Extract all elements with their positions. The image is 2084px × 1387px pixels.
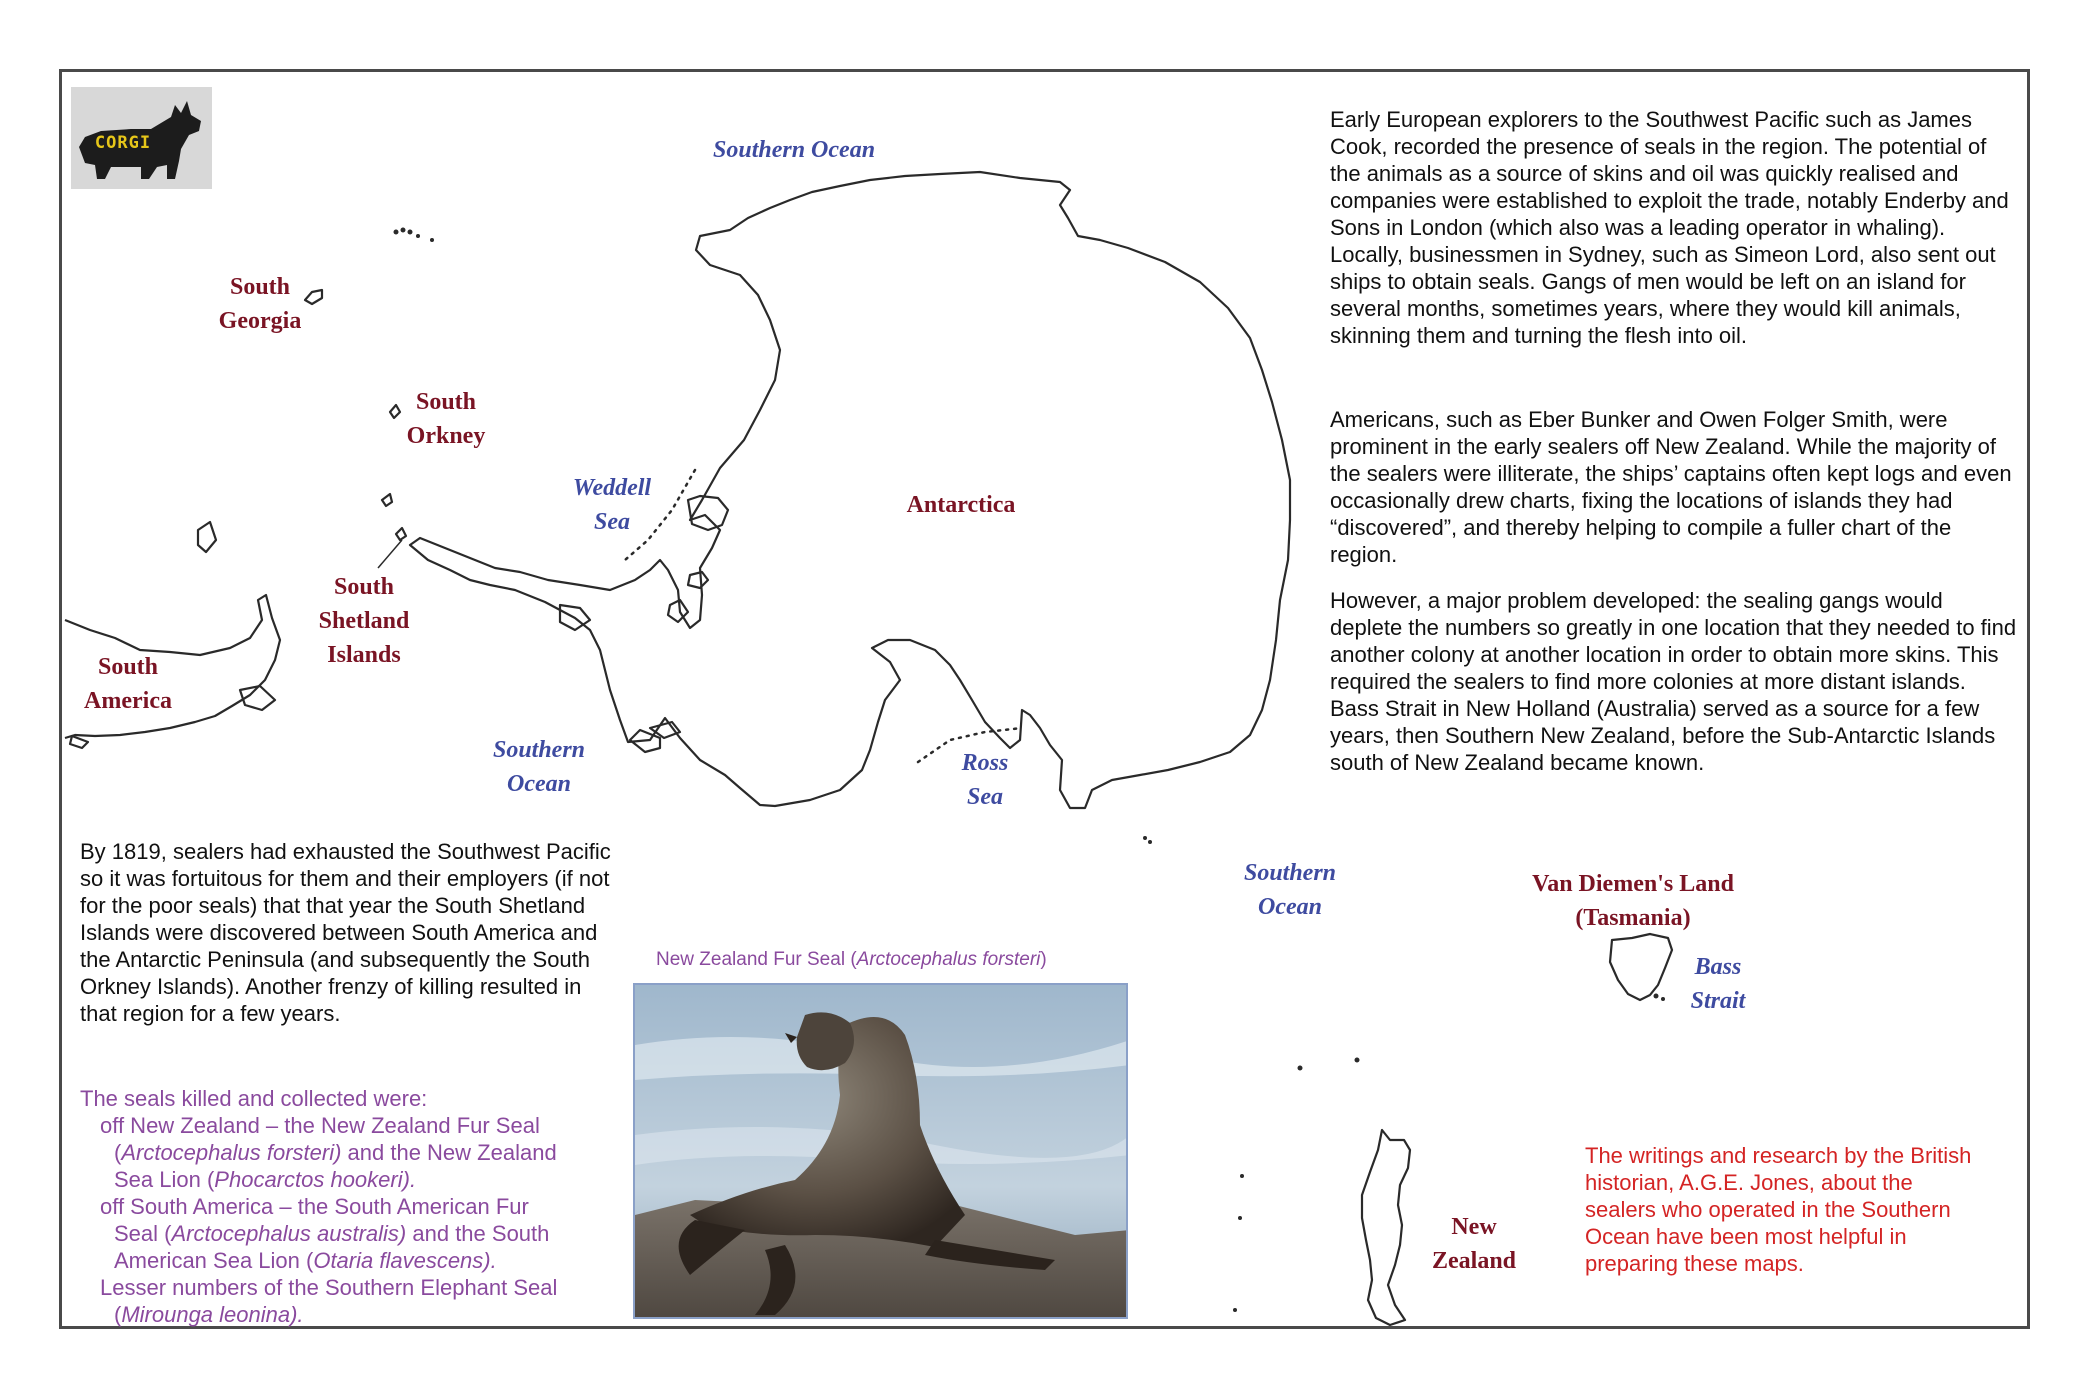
label-southern-ocean-left: Southern Ocean [492,737,586,797]
label-southern-ocean-right: Southern Ocean [1243,860,1337,920]
label-weddell-sea: Weddell Sea [572,475,652,535]
new-zealand-coastline [1362,1130,1410,1325]
tasmania-coastline [1610,934,1672,1000]
seal-list-item-south-america: off South America – the South American Fur Seal (Arctocephalus australis) and the South American Sea Lion (Otaria flavescens). [100,1194,550,1273]
corgi-logo [71,87,212,189]
fur-seal-photo [633,983,1128,1319]
label-south-georgia: South Georgia [218,274,302,334]
label-south-shetland-islands: South Shetland Islands [318,574,410,668]
photo-caption: New Zealand Fur Seal (Arctocephalus forsteri) [656,949,1047,970]
label-ross-sea: Ross Sea [961,750,1009,810]
logo-text: CORGI [94,133,152,153]
south-shetland-coastline [382,494,392,506]
seal-illustration [635,985,1128,1319]
label-south-orkney: South Orkney [406,389,486,449]
paragraph-early-explorers: Early European explorers to the Southwest Pacific such as James Cook, recorded the presence of seals in the region. The potential of the animals as a source of skins and oil was quickly realised and companies were established to exploit the trade, notably Enderby and Sons in London (which also was a leading operator in whaling). Locally, businessmen in Sydney, such as Simeon Lord, also sent out ships to obtain seals. Gangs of men would be left on an island for several months, sometimes years, where they would kill animals, skinning them and turning the flesh into oil. [1330,107,2009,348]
paragraph-americans: Americans, such as Eber Bunker and Owen Folger Smith, were prominent in the early sealers off New Zealand. While the majority of the sealers were illiterate, the ships’ captains often kept logs and even occasionally drew charts, fixing the locations of islands they had “discovered”, and thereby helping to compile a fuller chart of the region. [1330,407,2012,567]
label-bass-strait: Bass Strait [1690,954,1746,1014]
antarctica-coastline [410,172,1290,808]
paragraph-major-problem: However, a major problem developed: the sealing gangs would deplete the numbers so greatly in one location that they needed to find another colony at another location in order to obtain more skins. This required the sealers to find more colonies at more distant islands. Bass Strait in New Holland (Australia) served as a source for a few years, then Southern New Zealand, before the Sub-Antarctic Islands south of New Zealand became known. [1330,588,2017,775]
label-antarctica: Antarctica [906,492,1016,518]
weddell-island-1 [688,572,708,588]
seal-list [80,1085,640,1328]
label-southern-ocean-top: Southern Ocean [713,137,876,163]
label-van-diemens-land: Van Diemen's Land (Tasmania) [1532,871,1734,931]
seal-list-item-elephant-seal: Lesser numbers of the Southern Elephant Seal (Mirounga leonina). [100,1275,558,1327]
seal-list-item-new-zealand: off New Zealand – the New Zealand Fur Seal (Arctocephalus forsteri) and the New Zealand Sea Lion (Phocarctos hookeri). [100,1113,557,1192]
credit-note: The writings and research by the British historian, A.G.E. Jones, about the sealers who operated in the Southern Ocean have been most helpful in preparing these maps. [1585,1143,1972,1276]
seal-list-heading: The seals killed and collected were: [80,1086,428,1111]
paragraph-1819: By 1819, sealers had exhausted the Southwest Pacific so it was fortuitous for them and their employers (if not for the poor seals) that that year the South Shetland Islands were discovered between South America and the Antarctic Peninsula (and subsequently the South Orkney Islands). Another frenzy of killing resulted in that region for a few years. [80,839,611,1026]
label-south-america: South America [84,654,172,714]
label-new-zealand: New Zealand [1431,1214,1517,1274]
